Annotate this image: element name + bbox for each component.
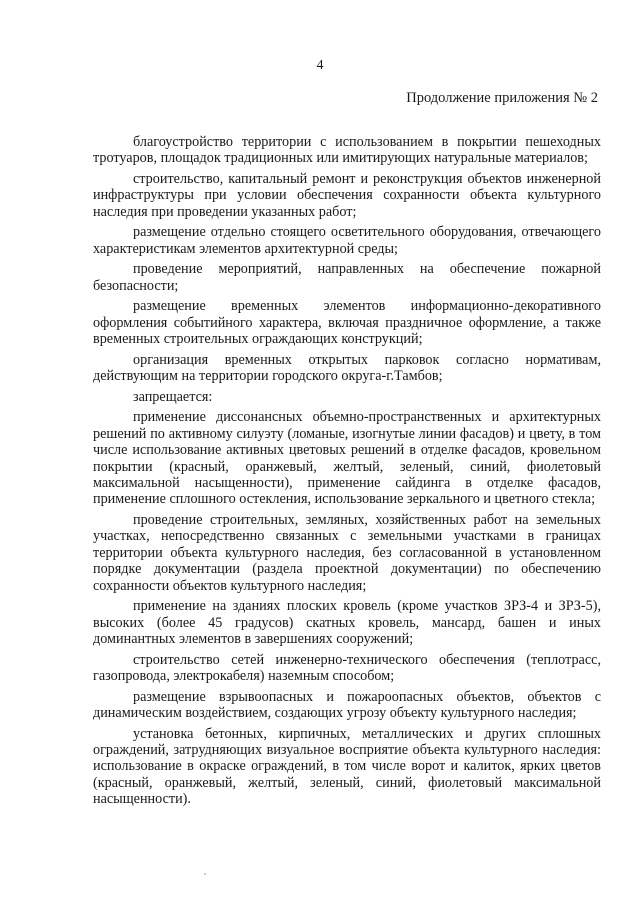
paragraph-fences: установка бетонных, кирпичных, металлических и других сплошных ограждений, затрудняющих визуальное восприятие объекта культурного наследия: использование в окраске ограждений, в том числе ворот и калиток, ярких цветов (красный, оранжевый, желтый, зеленый, синий, фиолетовый максимальной насыщенности). — [93, 725, 601, 808]
paragraph-fire-safety: проведение мероприятий, направленных на обеспечение пожарной безопасности; — [93, 261, 601, 294]
paragraph-temporary-parking: организация временных открытых парковок согласно нормативам, действующим на территории городского округа-г.Тамбов; — [93, 351, 601, 385]
paragraph-lighting: размещение отдельно стоящего осветительного оборудования, отвечающего характеристикам элементов архитектурной среды; — [93, 224, 601, 257]
paragraph-prohibited-heading: запрещается: — [133, 388, 213, 405]
paragraph-temporary-decoration: размещение временных элементов информационно-декоративного оформления событийного характера, включая праздничное оформление, а также временных строительных ограждающих конструкций; — [93, 298, 601, 348]
paragraph-hazardous-objects: размещение взрывоопасных и пожароопасных объектов, объектов с динамическим воздействием, создающих угрозу объекту культурного наследия; — [93, 688, 601, 722]
paragraph-dissonant-solutions: применение диссонансных объемно-пространственных и архитектурных решений по активному силуэту (ломаные, изогнутые линии фасадов) и цвету, в том числе использование активных цветовых решений в отделке фасадов, кровельном покрытии (красный, оранжевый, желтый, зеленый, синий, фиолетовый максимальной насыщенности), применение сайдинга в отделке фасадов, применение сплошного остекления, использование зеркального и цветного стекла; — [93, 409, 601, 508]
appendix-continuation-note: Продолжение приложения № 2 — [406, 90, 598, 106]
paragraph-landscaping: благоустройство территории с использованием в покрытии пешеходных тротуаров, площадок традиционных или имитирующих натуральные материалов; — [93, 134, 601, 167]
page-number: 4 — [316, 58, 324, 73]
paragraph-roofs: применение на зданиях плоских кровель (кроме участков ЗРЗ-4 и ЗРЗ-5), высоких (более 45 градусов) скатных кровель, мансард, башен и иных доминантных элементов в завершениях сооружений; — [93, 598, 601, 648]
paragraph-utility-networks: строительство сетей инженерно-технического обеспечения (теплотрасс, газопровода, электрокабеля) наземным способом; — [93, 651, 601, 685]
document-body — [93, 134, 601, 808]
scan-speck — [204, 873, 206, 875]
paragraph-infrastructure: строительство, капитальный ремонт и реконструкция объектов инженерной инфраструктуры при условии обеспечения сохранности объекта культурного наследия при проведении указанных работ; — [93, 171, 601, 220]
paragraph-earthworks: проведение строительных, земляных, хозяйственных работ на земельных участках, непосредственно связанных с земельными участками в границах территории объекта культурного наследия, без согласованной в установленном порядке документации (раздела проектной документации) по обеспечению сохранности объектов культурного наследия; — [93, 512, 601, 594]
